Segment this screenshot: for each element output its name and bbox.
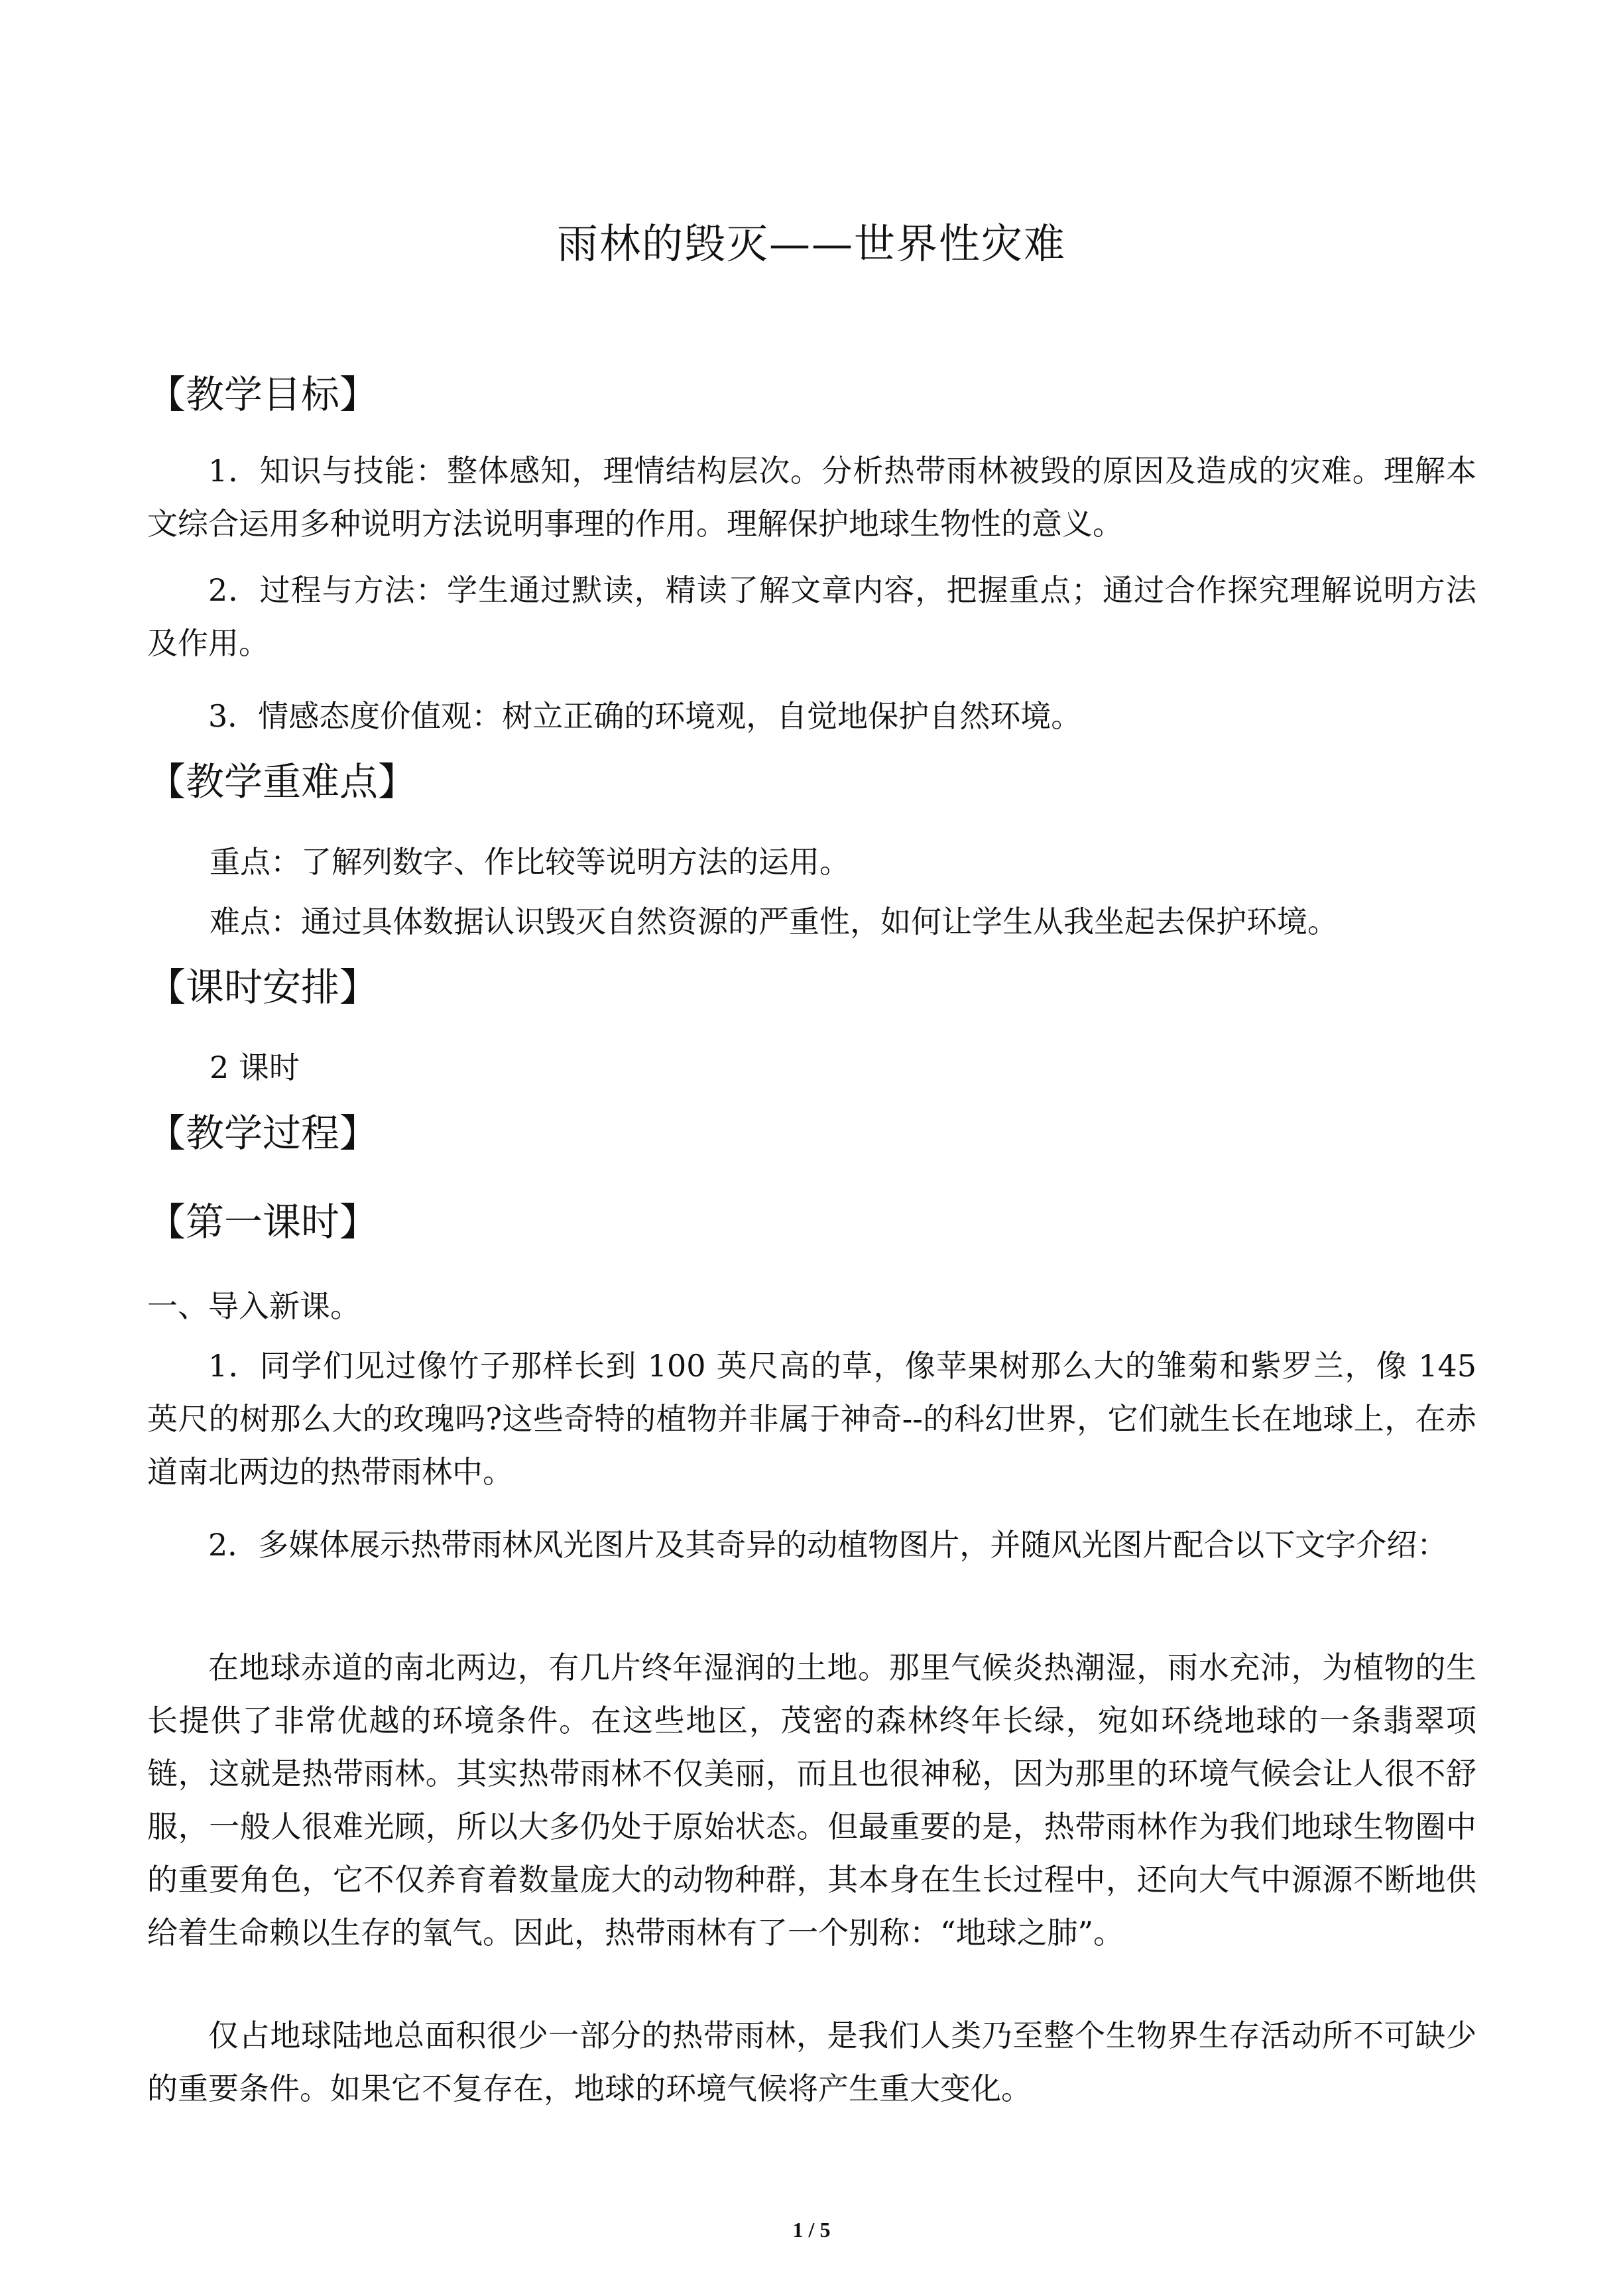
- intro-paragraph-2: 2．多媒体展示热带雨林风光图片及其奇异的动植物图片，并随风光图片配合以下文字介绍：: [208, 1527, 1448, 1563]
- process-heading: 【教学过程】: [147, 1111, 379, 1156]
- intro-text-2: 仅占地球陆地总面积很少一部分的热带雨林，是我们人类乃至整个生物界生存活动所不可缺少的重要条件。如果它不复存在，地球的环境气候将产生重大变化。: [147, 2018, 1476, 2106]
- lesson-one-heading: 【第一课时】: [147, 1199, 379, 1244]
- key-points-heading: 【教学重难点】: [147, 759, 417, 804]
- intro-paragraph-1: 1．同学们见过像竹子那样长到 100 英尺高的草，像苹果树那么大的雏菊和紫罗兰，像 145 英尺的树那么大的玫瑰吗?这些奇特的植物并非属于神奇--的科幻世界，它们就生长在地球上，在赤道南北两边的热带雨林中。: [147, 1348, 1476, 1490]
- difficulty: 难点：通过具体数据认识毁灭自然资源的严重性，如何让学生从我坐起去保护环境。: [210, 904, 1338, 939]
- document-title: 雨林的毁灭——世界性灾难: [556, 219, 1066, 268]
- objectives-heading: 【教学目标】: [147, 372, 379, 417]
- key-point: 重点：了解列数字、作比较等说明方法的运用。: [210, 844, 850, 880]
- page-number: 1 / 5: [792, 2218, 831, 2242]
- intro-heading: 一、导入新课。: [147, 1288, 361, 1324]
- schedule-heading: 【课时安排】: [147, 965, 379, 1010]
- objective-3: 3．情感态度价值观：树立正确的环境观，自觉地保护自然环境。: [208, 698, 1082, 734]
- schedule-value: 2 课时: [210, 1050, 300, 1085]
- objective-2: 2．过程与方法：学生通过默读，精读了解文章内容，把握重点；通过合作探究理解说明方法及作用。: [147, 572, 1476, 661]
- intro-text-1: 在地球赤道的南北两边，有几片终年湿润的土地。那里气候炎热潮湿，雨水充沛，为植物的生长提供了非常优越的环境条件。在这些地区，茂密的森林终年长绿，宛如环绕地球的一条翡翠项链，这就是热带雨林。其实热带雨林不仅美丽，而且也很神秘，因为那里的环境气候会让人很不舒服，一般人很难光顾，所以大多仍处于原始状态。但最重要的是，热带雨林作为我们地球生物圈中的重要角色，它不仅养育着数量庞大的动物种群，其本身在生长过程中，还向大气中源源不断地供给着生命赖以生存的氧气。因此，热带雨林有了一个别称：“地球之肺”。: [147, 1650, 1476, 1951]
- objective-1: 1．知识与技能：整体感知，理情结构层次。分析热带雨林被毁的原因及造成的灾难。理解本文综合运用多种说明方法说明事理的作用。理解保护地球生物性的意义。: [147, 453, 1476, 542]
